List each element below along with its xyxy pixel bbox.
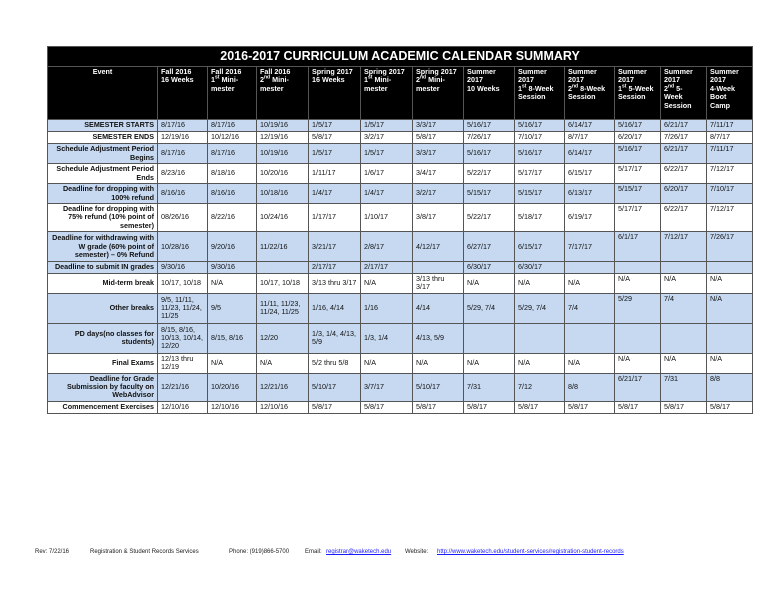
date-cell: 1/6/17: [361, 164, 413, 184]
date-cell: 12/10/16: [208, 401, 257, 413]
date-cell: 6/15/17: [515, 232, 565, 262]
date-cell: 5/10/17: [413, 373, 464, 401]
website-link[interactable]: http://www.waketech.edu/student-services/registration-student-records: [437, 549, 624, 555]
date-cell: 5/10/17: [309, 373, 361, 401]
date-cell: 5/15/17: [464, 184, 515, 204]
date-cell: 1/3, 1/4, 4/13, 5/9: [309, 323, 361, 353]
date-cell: 1/11/17: [309, 164, 361, 184]
date-cell: 5/8/17: [707, 401, 753, 413]
date-cell: 8/16/16: [158, 184, 208, 204]
date-cell: 7/12/17: [661, 232, 707, 262]
date-cell: N/A: [565, 353, 615, 373]
date-cell: 11/22/16: [257, 232, 309, 262]
date-cell: 6/22/17: [661, 204, 707, 232]
date-cell: 1/5/17: [361, 144, 413, 164]
date-cell: 7/11/17: [707, 120, 753, 132]
date-cell: 10/12/16: [208, 132, 257, 144]
date-cell: 5/16/17: [615, 144, 661, 164]
table-row: [48, 401, 753, 413]
event-column-header: Event: [48, 67, 158, 120]
date-cell: 2/17/17: [361, 262, 413, 273]
table-row: [48, 232, 753, 262]
date-cell: 5/8/17: [413, 401, 464, 413]
date-cell: 5/8/17: [309, 401, 361, 413]
table-row: [48, 184, 753, 204]
date-cell: [565, 323, 615, 353]
column-header: Fall 2016 1st Mini- mester: [208, 67, 257, 120]
event-name: Deadline for Grade Submission by faculty on WebAdvisor: [48, 373, 158, 401]
date-cell: 5/8/17: [464, 401, 515, 413]
date-cell: 12/21/16: [158, 373, 208, 401]
date-cell: 8/7/17: [707, 132, 753, 144]
date-cell: [707, 262, 753, 273]
date-cell: 3/2/17: [413, 184, 464, 204]
date-cell: 5/22/17: [464, 164, 515, 184]
date-cell: 7/31: [464, 373, 515, 401]
date-cell: 6/14/17: [565, 120, 615, 132]
date-cell: 4/13, 5/9: [413, 323, 464, 353]
date-cell: 8/17/16: [158, 144, 208, 164]
date-cell: 12/20: [257, 323, 309, 353]
email-label: Email:: [305, 549, 322, 555]
date-cell: 9/20/16: [208, 232, 257, 262]
table-row: [48, 262, 753, 273]
date-cell: 5/18/17: [515, 204, 565, 232]
event-name: Final Exams: [48, 353, 158, 373]
date-cell: N/A: [707, 293, 753, 323]
date-cell: 8/22/16: [208, 204, 257, 232]
date-cell: 8/15, 8/16, 10/13, 10/14, 12/20: [158, 323, 208, 353]
date-cell: 8/23/16: [158, 164, 208, 184]
date-cell: [615, 262, 661, 273]
event-name: Mid-term break: [48, 273, 158, 293]
date-cell: 3/13 thru 3/17: [413, 273, 464, 293]
date-cell: 3/8/17: [413, 204, 464, 232]
table-row: [48, 164, 753, 184]
date-cell: [707, 323, 753, 353]
date-cell: 5/16/17: [464, 144, 515, 164]
date-cell: 6/13/17: [565, 184, 615, 204]
date-cell: [413, 262, 464, 273]
table-row: [48, 132, 753, 144]
date-cell: 7/12: [515, 373, 565, 401]
date-cell: 5/29, 7/4: [515, 293, 565, 323]
website-label: Website:: [405, 549, 429, 555]
column-header: Summer 2017 2nd 8-Week Session: [565, 67, 615, 120]
date-cell: 10/17, 10/18: [158, 273, 208, 293]
date-cell: 5/8/17: [413, 132, 464, 144]
column-header: Fall 2016 2nd Mini- mester: [257, 67, 309, 120]
date-cell: 5/8/17: [661, 401, 707, 413]
date-cell: 5/17/17: [615, 204, 661, 232]
table-row: [48, 323, 753, 353]
date-cell: 5/17/17: [615, 164, 661, 184]
event-name: Commencement Exercises: [48, 401, 158, 413]
column-header: Spring 2017 1st Mini- mester: [361, 67, 413, 120]
event-name: SEMESTER STARTS: [48, 120, 158, 132]
date-cell: N/A: [661, 353, 707, 373]
date-cell: 3/7/17: [361, 373, 413, 401]
date-cell: 12/10/16: [158, 401, 208, 413]
date-cell: 6/20/17: [615, 132, 661, 144]
date-cell: 10/19/16: [257, 120, 309, 132]
event-name: Deadline for withdrawing with W grade (60% point of semester) – 0% Refund: [48, 232, 158, 262]
phone-number: Phone: (919)866-5700: [229, 549, 290, 555]
date-cell: 4/12/17: [413, 232, 464, 262]
date-cell: 08/26/16: [158, 204, 208, 232]
table-row: [48, 144, 753, 164]
date-cell: 7/26/17: [464, 132, 515, 144]
date-cell: 6/19/17: [565, 204, 615, 232]
date-cell: 7/4: [661, 293, 707, 323]
academic-calendar-table: [47, 46, 753, 414]
date-cell: 8/16/16: [208, 184, 257, 204]
date-cell: 12/10/16: [257, 401, 309, 413]
date-cell: 10/18/16: [257, 184, 309, 204]
table-row: [48, 120, 753, 132]
date-cell: 1/3, 1/4: [361, 323, 413, 353]
event-name: Other breaks: [48, 293, 158, 323]
date-cell: 6/27/17: [464, 232, 515, 262]
column-header: Fall 2016 16 Weeks: [158, 67, 208, 120]
date-cell: 1/5/17: [309, 120, 361, 132]
date-cell: 1/4/17: [361, 184, 413, 204]
calendar-title: 2016-2017 CURRICULUM ACADEMIC CALENDAR SUMMARY: [48, 47, 753, 67]
date-cell: 6/21/17: [661, 144, 707, 164]
date-cell: 8/7/17: [565, 132, 615, 144]
date-cell: 5/16/17: [515, 120, 565, 132]
date-cell: 5/8/17: [309, 132, 361, 144]
date-cell: 6/30/17: [515, 262, 565, 273]
date-cell: N/A: [615, 353, 661, 373]
date-cell: 3/3/17: [413, 144, 464, 164]
date-cell: 5/8/17: [361, 401, 413, 413]
date-cell: 3/4/17: [413, 164, 464, 184]
date-cell: [464, 323, 515, 353]
date-cell: 5/2 thru 5/8: [309, 353, 361, 373]
column-header: Spring 2017 2nd Mini- mester: [413, 67, 464, 120]
date-cell: 5/29: [615, 293, 661, 323]
date-cell: 1/5/17: [309, 144, 361, 164]
date-cell: 6/30/17: [464, 262, 515, 273]
date-cell: N/A: [413, 353, 464, 373]
date-cell: 7/31: [661, 373, 707, 401]
date-cell: 10/28/16: [158, 232, 208, 262]
date-cell: N/A: [707, 353, 753, 373]
date-cell: 2/8/17: [361, 232, 413, 262]
date-cell: 8/15, 8/16: [208, 323, 257, 353]
date-cell: 9/5: [208, 293, 257, 323]
event-name: Schedule Adjustment Period Begins: [48, 144, 158, 164]
date-cell: 12/21/16: [257, 373, 309, 401]
date-cell: [615, 323, 661, 353]
column-header: Summer 2017 1st 8-Week Session: [515, 67, 565, 120]
date-cell: 9/30/16: [158, 262, 208, 273]
date-cell: N/A: [707, 273, 753, 293]
date-cell: 10/20/16: [208, 373, 257, 401]
date-cell: [257, 262, 309, 273]
date-cell: 9/30/16: [208, 262, 257, 273]
date-cell: 8/17/16: [208, 120, 257, 132]
event-name: Deadline for dropping with 100% refund: [48, 184, 158, 204]
column-header: Summer 2017 2nd 5- Week Session: [661, 67, 707, 120]
date-cell: N/A: [208, 353, 257, 373]
date-cell: [661, 262, 707, 273]
date-cell: 5/22/17: [464, 204, 515, 232]
date-cell: 8/18/16: [208, 164, 257, 184]
table-row: [48, 204, 753, 232]
email-link[interactable]: registrar@waketech.edu: [326, 549, 392, 555]
date-cell: 10/19/16: [257, 144, 309, 164]
date-cell: 3/2/17: [361, 132, 413, 144]
date-cell: 7/26/17: [707, 232, 753, 262]
table-row: [48, 293, 753, 323]
date-cell: N/A: [257, 353, 309, 373]
date-cell: N/A: [615, 273, 661, 293]
date-cell: N/A: [208, 273, 257, 293]
table-row: [48, 353, 753, 373]
table-row: [48, 373, 753, 401]
date-cell: 5/15/17: [615, 184, 661, 204]
date-cell: 5/29, 7/4: [464, 293, 515, 323]
date-cell: 8/8: [707, 373, 753, 401]
date-cell: 1/16: [361, 293, 413, 323]
date-cell: 6/21/17: [661, 120, 707, 132]
date-cell: 5/16/17: [515, 144, 565, 164]
date-cell: N/A: [361, 273, 413, 293]
date-cell: [515, 323, 565, 353]
date-cell: [661, 323, 707, 353]
date-cell: 1/10/17: [361, 204, 413, 232]
date-cell: 7/12/17: [707, 204, 753, 232]
date-cell: 7/12/17: [707, 164, 753, 184]
date-cell: 5/8/17: [615, 401, 661, 413]
date-cell: 11/11, 11/23, 11/24, 11/25: [257, 293, 309, 323]
date-cell: 4/14: [413, 293, 464, 323]
date-cell: 6/14/17: [565, 144, 615, 164]
date-cell: 9/5, 11/11, 11/23, 11/24, 11/25: [158, 293, 208, 323]
date-cell: 6/20/17: [661, 184, 707, 204]
date-cell: 12/13 thru 12/19: [158, 353, 208, 373]
date-cell: 5/8/17: [565, 401, 615, 413]
date-cell: 1/5/17: [361, 120, 413, 132]
date-cell: 7/17/17: [565, 232, 615, 262]
date-cell: N/A: [565, 273, 615, 293]
date-cell: N/A: [464, 353, 515, 373]
column-header: Summer 2017 10 Weeks: [464, 67, 515, 120]
date-cell: 1/4/17: [309, 184, 361, 204]
date-cell: 3/21/17: [309, 232, 361, 262]
date-cell: 8/8: [565, 373, 615, 401]
date-cell: 5/15/17: [515, 184, 565, 204]
date-cell: 1/16, 4/14: [309, 293, 361, 323]
event-name: Deadline to submit IN grades: [48, 262, 158, 273]
date-cell: 10/24/16: [257, 204, 309, 232]
date-cell: 6/21/17: [615, 373, 661, 401]
date-cell: 7/10/17: [515, 132, 565, 144]
column-header: Summer 2017 4-Week Boot Camp: [707, 67, 753, 120]
date-cell: 5/16/17: [615, 120, 661, 132]
date-cell: 12/19/16: [257, 132, 309, 144]
date-cell: 5/17/17: [515, 164, 565, 184]
date-cell: 1/17/17: [309, 204, 361, 232]
date-cell: 8/17/16: [208, 144, 257, 164]
date-cell: 5/16/17: [464, 120, 515, 132]
date-cell: 6/15/17: [565, 164, 615, 184]
column-header: Spring 2017 16 Weeks: [309, 67, 361, 120]
column-header: Summer 2017 1st 5-Week Session: [615, 67, 661, 120]
date-cell: N/A: [515, 273, 565, 293]
date-cell: 7/4: [565, 293, 615, 323]
date-cell: 6/1/17: [615, 232, 661, 262]
date-cell: 3/3/17: [413, 120, 464, 132]
date-cell: 6/22/17: [661, 164, 707, 184]
date-cell: 10/20/16: [257, 164, 309, 184]
date-cell: N/A: [515, 353, 565, 373]
date-cell: 5/8/17: [515, 401, 565, 413]
date-cell: 7/11/17: [707, 144, 753, 164]
date-cell: 8/17/16: [158, 120, 208, 132]
event-name: Schedule Adjustment Period Ends: [48, 164, 158, 184]
date-cell: N/A: [361, 353, 413, 373]
event-name: PD days(no classes for students): [48, 323, 158, 353]
date-cell: N/A: [464, 273, 515, 293]
date-cell: 3/13 thru 3/17: [309, 273, 361, 293]
date-cell: N/A: [661, 273, 707, 293]
date-cell: 2/17/17: [309, 262, 361, 273]
office-name: Registration & Student Records Services: [90, 549, 199, 555]
date-cell: 7/10/17: [707, 184, 753, 204]
date-cell: 12/19/16: [158, 132, 208, 144]
date-cell: 10/17, 10/18: [257, 273, 309, 293]
table-row: [48, 273, 753, 293]
date-cell: 7/26/17: [661, 132, 707, 144]
date-cell: [565, 262, 615, 273]
revision-date: Rev: 7/22/16: [35, 549, 70, 555]
event-name: SEMESTER ENDS: [48, 132, 158, 144]
event-name: Deadline for dropping with 75% refund (10% point of semester): [48, 204, 158, 232]
